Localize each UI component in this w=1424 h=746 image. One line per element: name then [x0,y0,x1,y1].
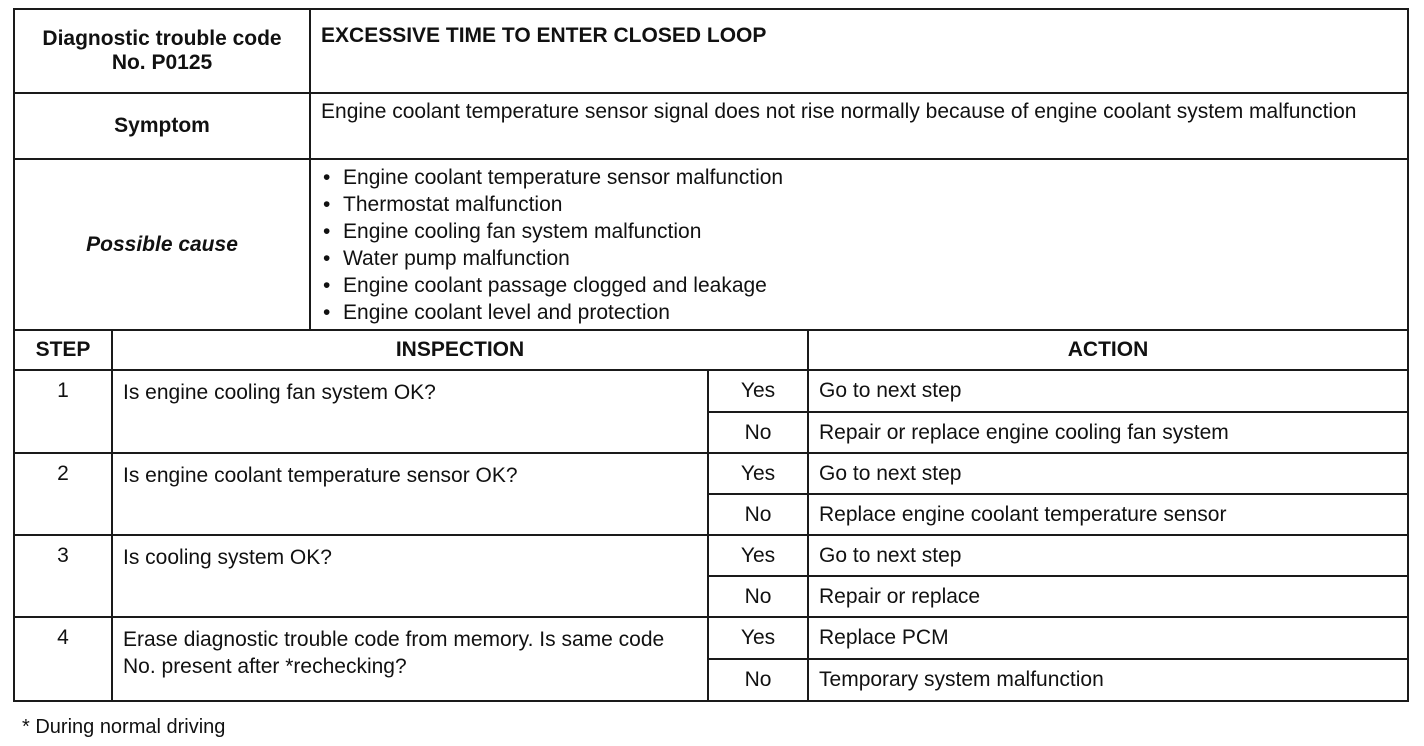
step-3-yes-row [14,535,1408,576]
column-header-row [14,330,1408,370]
step-number: 4 [14,617,112,701]
yes-label: Yes [708,370,808,412]
yes-label: Yes [708,617,808,659]
no-label: No [708,494,808,535]
cause-item: • Engine coolant temperature sensor malfunction [321,164,1397,191]
cause-item: • Engine coolant passage clogged and leakage [321,272,1397,299]
symptom-label: Symptom [14,93,310,159]
no-label: No [708,412,808,453]
no-label: No [708,659,808,701]
action-column-header: ACTION [808,330,1408,370]
yes-label: Yes [708,535,808,576]
diagnostic-table [13,8,1409,702]
possible-cause-list [321,160,1397,328]
no-action: Replace engine coolant temperature sensor [808,494,1408,535]
inspection-question: Erase diagnostic trouble code from memory. Is same code No. present after *rechecking? [112,617,708,701]
inspection-question: Is engine coolant temperature sensor OK? [112,453,708,535]
inspection-question: Is engine cooling fan system OK? [112,370,708,453]
step-number: 3 [14,535,112,617]
yes-action: Go to next step [808,453,1408,494]
yes-action: Go to next step [808,370,1408,412]
step-column-header: STEP [14,330,112,370]
yes-action: Go to next step [808,535,1408,576]
step-number: 1 [14,370,112,453]
yes-action: Replace PCM [808,617,1408,659]
cause-item: • Engine cooling fan system malfunction [321,218,1397,245]
no-action: Repair or replace engine cooling fan system [808,412,1408,453]
no-label: No [708,576,808,617]
symptom-row [14,93,1408,159]
dtc-title: EXCESSIVE TIME TO ENTER CLOSED LOOP [310,9,1408,93]
step-4-yes-row [14,617,1408,659]
dtc-header-row [14,9,1408,93]
yes-label: Yes [708,453,808,494]
inspection-column-header: INSPECTION [112,330,808,370]
possible-cause-cell [310,159,1408,330]
dtc-code-label: Diagnostic trouble code No. P0125 [14,9,310,93]
cause-item: • Thermostat malfunction [321,191,1397,218]
cause-item: • Water pump malfunction [321,245,1397,272]
step-2-yes-row [14,453,1408,494]
step-1-yes-row [14,370,1408,412]
step-number: 2 [14,453,112,535]
footnote: * During normal driving [22,716,226,738]
no-action: Repair or replace [808,576,1408,617]
possible-cause-row [14,159,1408,330]
no-action: Temporary system malfunction [808,659,1408,701]
possible-cause-label: Possible cause [14,159,310,330]
symptom-text: Engine coolant temperature sensor signal does not rise normally because of engine coolant system malfunction [310,93,1408,159]
inspection-question: Is cooling system OK? [112,535,708,617]
cause-item: • Engine coolant level and protection [321,299,1397,326]
